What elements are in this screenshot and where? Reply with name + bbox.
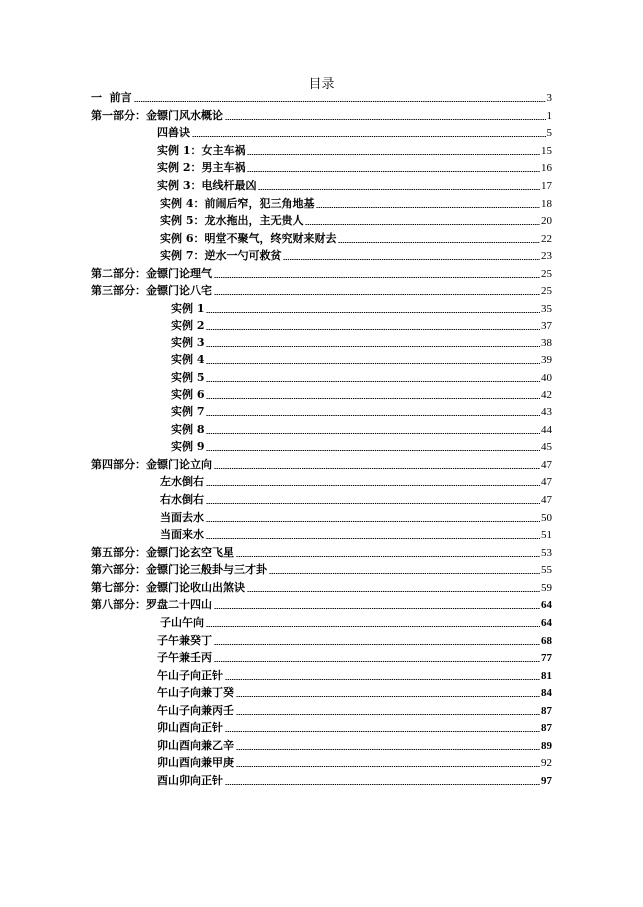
toc-entry-page: 17 bbox=[541, 180, 552, 192]
toc-entry[interactable] bbox=[160, 509, 552, 525]
toc-entry[interactable] bbox=[157, 667, 552, 683]
dot-leader bbox=[206, 346, 540, 347]
dot-leader bbox=[206, 450, 540, 451]
toc-entry[interactable] bbox=[157, 159, 552, 175]
toc-entry-label: 子山午向 bbox=[160, 616, 204, 629]
dot-leader bbox=[225, 679, 540, 680]
toc-entry[interactable] bbox=[171, 300, 552, 316]
toc-entry-page: 38 bbox=[541, 337, 552, 349]
dot-leader bbox=[236, 696, 540, 697]
toc-entry-label: 实例 7：逆水一勺可救贫 bbox=[160, 249, 282, 262]
toc-entry[interactable] bbox=[91, 579, 552, 595]
toc-entry-page: 39 bbox=[541, 354, 552, 366]
toc-entry[interactable] bbox=[160, 473, 552, 489]
toc-entry[interactable] bbox=[91, 107, 552, 123]
toc-entry[interactable] bbox=[157, 177, 552, 193]
toc-entry-label: 卯山酉向正针 bbox=[157, 721, 223, 734]
toc-entry[interactable] bbox=[160, 614, 552, 630]
toc-entry[interactable] bbox=[157, 772, 552, 788]
dot-leader bbox=[225, 119, 546, 120]
toc-entry[interactable] bbox=[157, 754, 552, 770]
toc-entry[interactable] bbox=[160, 230, 552, 246]
toc-entry-label: 午山子向兼丙壬 bbox=[157, 704, 234, 717]
dot-leader bbox=[206, 521, 540, 522]
toc-entry-page: 40 bbox=[541, 372, 552, 384]
toc-entry[interactable] bbox=[91, 596, 552, 612]
toc-entry[interactable] bbox=[157, 142, 552, 158]
toc-entry-page: 18 bbox=[541, 198, 552, 210]
toc-entry-label: 实例 3 bbox=[171, 336, 205, 349]
toc-entry-label: 实例 1：女主车祸 bbox=[157, 144, 246, 157]
toc-entry[interactable] bbox=[160, 195, 552, 211]
toc-entry-page: 64 bbox=[541, 599, 552, 611]
dot-leader bbox=[338, 242, 540, 243]
toc-entry-page: 25 bbox=[541, 285, 552, 297]
toc-entry-page: 68 bbox=[541, 635, 552, 647]
toc-entry[interactable] bbox=[171, 421, 552, 437]
toc-entry-page: 97 bbox=[541, 775, 552, 787]
toc-entry-label: 卯山酉向兼甲庚 bbox=[157, 756, 234, 769]
toc-entry-label: 实例 8 bbox=[171, 423, 205, 436]
dot-leader bbox=[236, 556, 540, 557]
dot-leader bbox=[206, 626, 540, 627]
toc-entry-page: 45 bbox=[541, 441, 552, 453]
toc-entry-page: 37 bbox=[541, 320, 552, 332]
toc-entry[interactable] bbox=[160, 247, 552, 263]
toc-entry-label: 实例 2 bbox=[171, 319, 205, 332]
toc-entry-page: 50 bbox=[541, 512, 552, 524]
dot-leader bbox=[206, 433, 540, 434]
toc-entry-label: 第二部分：金镖门论理气 bbox=[91, 267, 212, 280]
toc-entry-page: 53 bbox=[541, 547, 552, 559]
toc-entry[interactable] bbox=[171, 438, 552, 454]
toc-entry-page: 84 bbox=[541, 687, 552, 699]
toc-entry-page: 15 bbox=[541, 145, 552, 157]
dot-leader bbox=[225, 731, 540, 732]
toc-entry-label: 实例 6：明堂不聚气，终究财来财去 bbox=[160, 232, 337, 245]
toc-entry-label: 第四部分：金镖门论立向 bbox=[91, 458, 212, 471]
dot-leader bbox=[214, 468, 540, 469]
dot-leader bbox=[283, 259, 540, 260]
toc-entry-page: 77 bbox=[541, 652, 552, 664]
dot-leader bbox=[236, 749, 540, 750]
toc-entry-label: 一 前言 bbox=[91, 91, 132, 104]
toc-entry-page: 89 bbox=[541, 740, 552, 752]
toc-entry[interactable] bbox=[91, 282, 552, 298]
toc-entry-page: 47 bbox=[541, 459, 552, 471]
toc-entry[interactable] bbox=[171, 351, 552, 367]
toc-entry-label: 第三部分：金镖门论八宅 bbox=[91, 284, 212, 297]
toc-entry-page: 20 bbox=[541, 215, 552, 227]
toc-entry-label: 第五部分：金镖门论玄空飞星 bbox=[91, 546, 234, 559]
dot-leader bbox=[305, 224, 540, 225]
toc-entry-label: 卯山酉向兼乙辛 bbox=[157, 739, 234, 752]
toc-entry-page: 81 bbox=[541, 670, 552, 682]
toc-entry-label: 第一部分：金镖门风水概论 bbox=[91, 109, 223, 122]
toc-entry[interactable] bbox=[171, 334, 552, 350]
toc-entry-label: 实例 9 bbox=[171, 440, 205, 453]
toc-entry[interactable] bbox=[171, 317, 552, 333]
toc-entry[interactable] bbox=[160, 212, 552, 228]
toc-entry-label: 实例 5 bbox=[171, 371, 205, 384]
dot-leader bbox=[214, 294, 540, 295]
toc-entry-page: 51 bbox=[541, 529, 552, 541]
toc-entry-page: 44 bbox=[541, 424, 552, 436]
dot-leader bbox=[316, 207, 540, 208]
dot-leader bbox=[247, 591, 540, 592]
toc-entry-label: 子午兼壬丙 bbox=[157, 651, 212, 664]
dot-leader bbox=[206, 503, 540, 504]
toc-entry[interactable] bbox=[160, 526, 552, 542]
toc-entry-page: 5 bbox=[546, 127, 552, 139]
toc-entry[interactable] bbox=[157, 124, 552, 140]
toc-entry-label: 实例 3：电线杆最凶 bbox=[157, 179, 257, 192]
toc-entry-page: 35 bbox=[541, 303, 552, 315]
toc-entry-page: 22 bbox=[541, 233, 552, 245]
toc-entry-label: 午山子向正针 bbox=[157, 669, 223, 682]
dot-leader bbox=[236, 714, 540, 715]
dot-leader bbox=[236, 766, 540, 767]
dot-leader bbox=[134, 101, 546, 102]
toc-entry-label: 酉山卯向正针 bbox=[157, 774, 223, 787]
toc-entry-page: 43 bbox=[541, 406, 552, 418]
toc-entry-label: 实例 5：龙水拖出，主无贵人 bbox=[160, 214, 304, 227]
toc-entry[interactable] bbox=[91, 89, 552, 105]
dot-leader bbox=[192, 136, 546, 137]
dot-leader bbox=[214, 277, 540, 278]
toc-entry-page: 64 bbox=[541, 617, 552, 629]
toc-entry[interactable] bbox=[91, 265, 552, 281]
toc-entry[interactable] bbox=[157, 702, 552, 718]
dot-leader bbox=[214, 608, 540, 609]
toc-entry-page: 47 bbox=[541, 494, 552, 506]
toc-entry-label: 实例 2：男主车祸 bbox=[157, 161, 246, 174]
dot-leader bbox=[206, 398, 540, 399]
dot-leader bbox=[214, 644, 540, 645]
toc-entry-label: 实例 1 bbox=[171, 302, 205, 315]
toc-entry[interactable] bbox=[171, 403, 552, 419]
toc-entry-label: 左水倒右 bbox=[160, 475, 204, 488]
dot-leader bbox=[206, 485, 540, 486]
toc-entry-label: 实例 6 bbox=[171, 388, 205, 401]
toc-entry[interactable] bbox=[157, 684, 552, 700]
toc-entry-page: 16 bbox=[541, 162, 552, 174]
toc-entry-page: 3 bbox=[546, 92, 552, 104]
toc-entry-label: 当面来水 bbox=[160, 528, 204, 541]
toc-entry[interactable] bbox=[91, 544, 552, 560]
dot-leader bbox=[258, 189, 540, 190]
toc-entry-page: 47 bbox=[541, 476, 552, 488]
toc-entry-page: 59 bbox=[541, 582, 552, 594]
toc-entry-page: 42 bbox=[541, 389, 552, 401]
dot-leader bbox=[206, 312, 540, 313]
toc-entry-label: 第七部分：金镖门论收山出煞诀 bbox=[91, 581, 245, 594]
toc-entry-label: 午山子向兼丁癸 bbox=[157, 686, 234, 699]
toc-entry[interactable] bbox=[171, 386, 552, 402]
toc-entry-page: 1 bbox=[546, 110, 552, 122]
dot-leader bbox=[206, 381, 540, 382]
toc-entry[interactable] bbox=[91, 561, 552, 577]
dot-leader bbox=[247, 154, 540, 155]
dot-leader bbox=[206, 329, 540, 330]
toc-entry-label: 当面去水 bbox=[160, 511, 204, 524]
toc-entry-label: 实例 7 bbox=[171, 405, 205, 418]
dot-leader bbox=[214, 661, 540, 662]
toc-entry-page: 87 bbox=[541, 722, 552, 734]
toc-entry-page: 23 bbox=[541, 250, 552, 262]
dot-leader bbox=[206, 538, 540, 539]
toc-entry-label: 右水倒右 bbox=[160, 493, 204, 506]
toc-entry[interactable] bbox=[160, 491, 552, 507]
toc-entry[interactable] bbox=[157, 632, 552, 648]
toc-entry[interactable] bbox=[171, 369, 552, 385]
dot-leader bbox=[247, 171, 540, 172]
toc-entry-label: 第八部分：罗盘二十四山 bbox=[91, 598, 212, 611]
toc-entry-label: 子午兼癸丁 bbox=[157, 634, 212, 647]
toc-entry-label: 实例 4：前闹后窄，犯三角地基 bbox=[160, 197, 315, 210]
page-title: 目录 bbox=[308, 77, 335, 92]
toc-entry-page: 25 bbox=[541, 268, 552, 280]
toc-entry[interactable] bbox=[157, 649, 552, 665]
toc-entry-page: 55 bbox=[541, 564, 552, 576]
toc-entry[interactable] bbox=[91, 456, 552, 472]
toc-entry[interactable] bbox=[157, 737, 552, 753]
toc-entry-page: 87 bbox=[541, 705, 552, 717]
dot-leader bbox=[225, 784, 540, 785]
toc-entry-label: 第六部分：金镖门论三般卦与三才卦 bbox=[91, 563, 267, 576]
dot-leader bbox=[206, 363, 540, 364]
dot-leader bbox=[206, 415, 540, 416]
toc-entry-label: 实例 4 bbox=[171, 353, 205, 366]
toc-entry-page: 92 bbox=[541, 757, 552, 769]
toc-entry[interactable] bbox=[157, 719, 552, 735]
toc-entry-label: 四兽诀 bbox=[157, 126, 190, 139]
dot-leader bbox=[269, 573, 540, 574]
